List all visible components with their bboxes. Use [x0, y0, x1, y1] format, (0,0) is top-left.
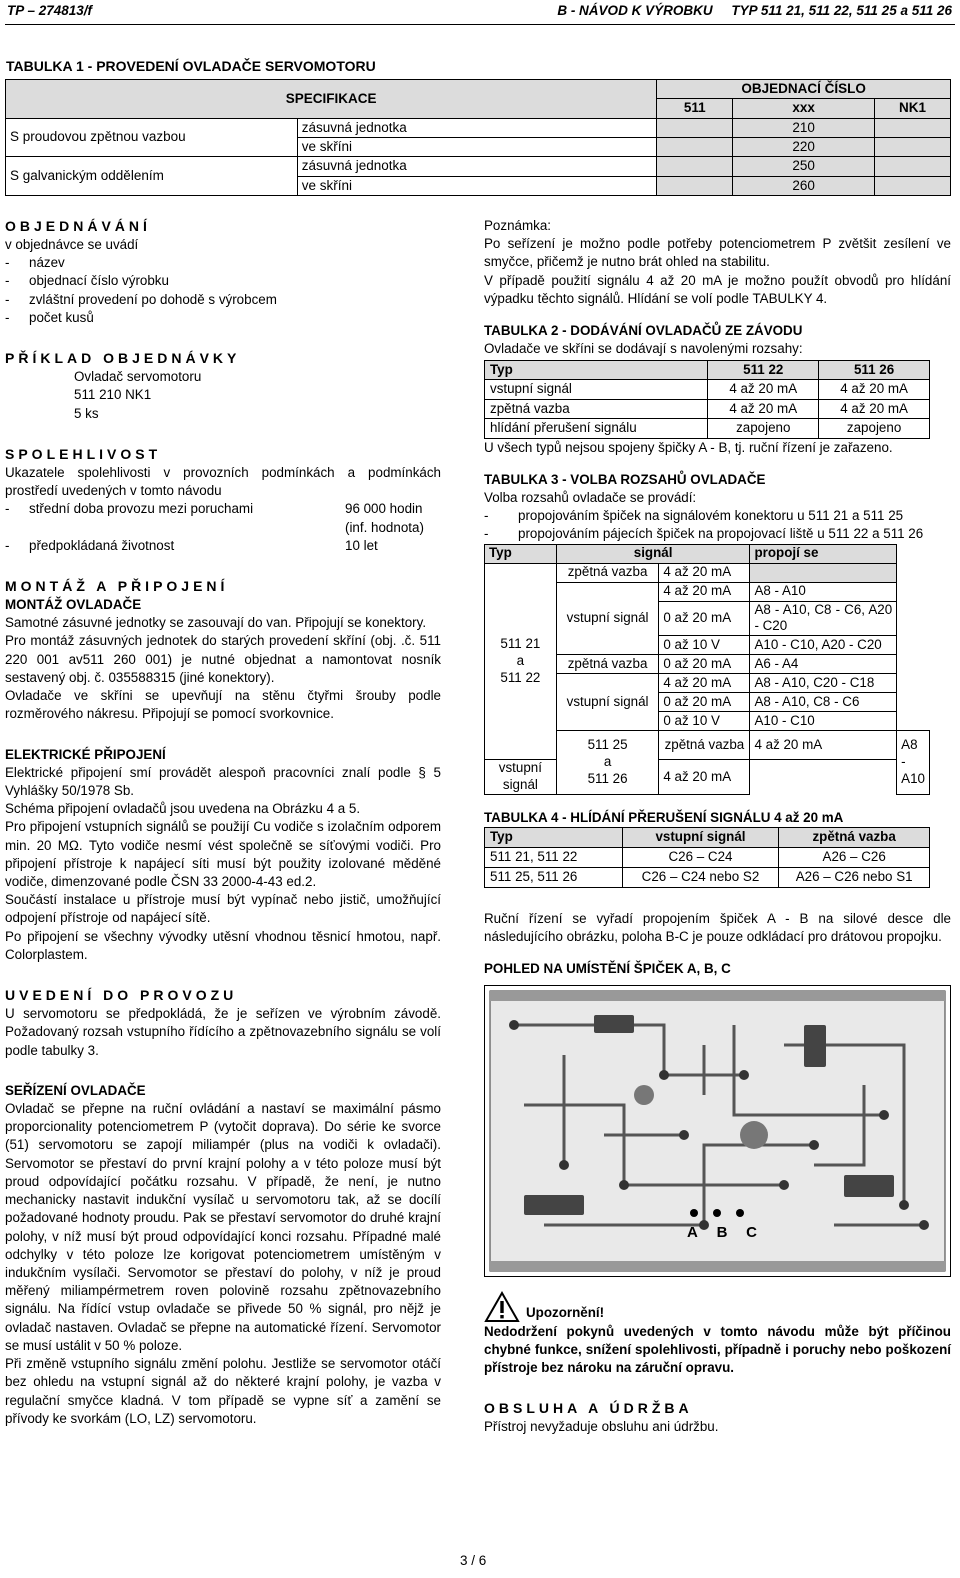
life-row: - předpokládaná životnost 10 let	[5, 537, 378, 553]
doc-number: TP – 274813/f	[7, 3, 93, 18]
warning-icon	[484, 1291, 520, 1323]
left-column	[5, 217, 441, 1428]
paragraph: Ovladač se přepne na ruční ovládání a nastaví se maximální pásmo proporcionality potenciometrem P (vytočit doprava). Do série ke svorce (51) servomotoru se zapojí miliampér (plus na vodiči k ovladači). Servomotor se přestaví do první krajní polohy a v této poloze musí být proud odpovídající počátku rozsahu. V případě, že není, je nutno mechanicky nastavit indukční vysílač u servomotoru tak, až se docílí požadované hodnoty proudu. Pak se přestaví servomotor do druhé krajní polohy, v níž musí být proud odpovídající konci rozsahu. Případné malé odchylky v této poloze lze korigovat potenciometrem umístěným v indukčním vysílači. Servomotor se přestaví do polohy, v níž je proud měřený miliampérmetrem roven polovině rozsahu zpětnovazebního signálu. Na řídící vstup ovladače se přivede 50 % signál, pro nějž je ovladač nastaven. Ovladač se přepne na automatické řízení. Servomotor se musí ustálit v 50 % poloze.	[5, 1101, 441, 1353]
paragraph: V případě použití signálu 4 až 20 mA je možno použít obvodů pro hlídání výpadku těchto signálů. Hlídání se volí podle TABULKY 4.	[484, 272, 951, 306]
table-header: Typ	[485, 827, 623, 847]
code: 250	[733, 157, 875, 176]
paragraph: Schéma připojení ovladačů jsou uvedena na Obrázku 4 a 5.	[5, 801, 361, 817]
group-label: S proudovou zpětnou vazbou	[6, 118, 298, 157]
signal-range: 0 až 20 mA	[659, 693, 750, 712]
table-row: hlídání přerušení signálu zapojeno zapojeno	[485, 419, 930, 439]
example-line: Ovladač servomotoru	[74, 369, 202, 385]
signal-type: zpětná vazba	[556, 563, 659, 582]
paragraph: U servomotoru se předpokládá, že je seřízen ve výrobním závodě. Požadovaný rozsah vstupního řídícího a zpětnovazebního signálu se volí podle tabulky 3.	[5, 1006, 441, 1058]
paragraph: Samotné zásuvné jednotky se zasouvají do van. Připojují se konektory.	[5, 615, 427, 631]
code: 220	[733, 138, 875, 157]
type-cell: 511 25 a 511 26	[556, 731, 659, 795]
jumper: A8 - A10	[897, 731, 930, 795]
table4-title: TABULKA 4 - HLÍDÁNÍ PŘERUŠENÍ SIGNÁLU 4 až 20 mA	[484, 809, 844, 825]
list-item: - počet kusů	[5, 309, 94, 325]
list-item: - propojováním pájecích špiček na propojovací liště u 511 22 a 511 26	[484, 526, 924, 542]
paragraph: Ruční řízení se vyřadí propojením špiček A - B na silové desce dle následujícího obrázku, poloha B-C je pouze odkládací pro drátovou propojku.	[484, 910, 951, 945]
mounting-title: MONTÁŽ A PŘIPOJENÍ	[5, 577, 229, 594]
paragraph: Po seřízení je možno podle potřeby potenciometrem P zvětšit zesílení ve smyčce, přičemž je nutno brát ohled na stabilitu.	[484, 236, 951, 270]
code-part: 511	[657, 99, 733, 118]
mtbf-row: - střední doba provozu mezi poruchami 96 000 hodin	[5, 501, 423, 517]
page-number: 3 / 6	[460, 1553, 487, 1568]
code-blank	[875, 138, 951, 157]
table-header: Typ	[485, 360, 708, 380]
right-column	[484, 217, 951, 1436]
paragraph: Při změně vstupního signálu změní polohu. Jestliže se servomotor otáčí bez ohledu na vstupní signál až do některé krajní polohy, je vazba v regulační smyčce kladná. V tom případě se vypne síť a zamění se přívody ke svorkám (LO, LZ) servomotoru.	[5, 1356, 441, 1426]
table3	[484, 544, 930, 795]
reliability-text: Ukazatele spolehlivosti v provozních podmínkách a podmínkách prostředí uvedených v tomto návodu	[5, 464, 441, 499]
jumper: A8 - A10	[750, 582, 897, 601]
header-rule	[5, 24, 955, 25]
commissioning-title: UVEDENÍ DO PROVOZU	[5, 987, 238, 1004]
table1-title: TABULKA 1 - PROVEDENÍ OVLADAČE SERVOMOTORU	[6, 58, 376, 74]
code-blank	[875, 176, 951, 195]
table-row: 511 25, 511 26 C26 – C24 nebo S2 A26 – C26 nebo S1	[485, 867, 930, 887]
table1	[5, 79, 951, 196]
type-cell: 511 21 a 511 22	[485, 563, 557, 760]
signal-range: 4 až 20 mA	[659, 760, 750, 795]
table2-sub: Ovladače ve skříni se dodávají s navolenými rozsahy:	[484, 341, 803, 357]
note-title: Poznámka:	[484, 218, 551, 233]
jumper: A8 - A10, C8 - C6	[750, 693, 897, 712]
table-header: 511 26	[819, 360, 930, 380]
variant: zásuvná jednotka	[297, 157, 657, 176]
list-item: - propojováním špiček na signálovém konektoru u 511 21 a 511 25	[484, 508, 904, 524]
jumper: A10 - C10	[750, 712, 897, 731]
example-line: 5 ks	[74, 405, 99, 421]
code: 260	[733, 176, 875, 195]
table-row: zpětná vazba 4 až 20 mA 4 až 20 mA	[485, 399, 930, 419]
jumper: A6 - A4	[750, 655, 897, 674]
pcb-photo	[484, 985, 951, 1277]
table-header: propojí se	[750, 544, 897, 563]
jumper: A10 - C10, A20 - C20	[750, 636, 897, 655]
signal-type: vstupní signál	[556, 674, 659, 731]
warning-title: Upozornění!	[526, 1305, 605, 1321]
table3-sub: Volba rozsahů ovladače se provádí:	[484, 489, 697, 505]
warning-heading	[484, 1291, 951, 1323]
signal-range: 4 až 20 mA	[659, 582, 750, 601]
paragraph: Ovladače ve skříni se upevňují na stěnu čtyřmi šrouby podle rozměrového nákresu. Připojují se pomocí svorkovnice.	[5, 688, 441, 722]
table4	[484, 827, 930, 888]
code-part: xxx	[733, 99, 875, 118]
jumper: A8 - A10, C20 - C18	[750, 674, 897, 693]
example-line: 511 210 NK1	[74, 387, 152, 403]
signal-type: zpětná vazba	[659, 731, 750, 760]
list-item: - název	[5, 255, 65, 271]
reliability-title: SPOLEHLIVOST	[5, 445, 162, 462]
doc-title: B - NÁVOD K VÝROBKU TYP 511 21, 511 22, 511 25 a 511 26	[557, 3, 952, 18]
order-header: OBJEDNACÍ ČÍSLO	[657, 80, 951, 99]
pin-labels: A B C	[687, 1223, 757, 1241]
list-item: - zvláštní provedení po dohodě s výrobcem	[5, 291, 277, 307]
signal-range: 0 až 20 mA	[659, 655, 750, 674]
code-blank	[657, 118, 733, 137]
table-header: signál	[556, 544, 750, 563]
variant: zásuvná jednotka	[297, 118, 657, 137]
paragraph: Součástí instalace u přístroje musí být vypínač nebo jistič, umožňující odpojení přístroje od napájecí sítě.	[5, 892, 441, 926]
ordering-title: OBJEDNÁVÁNÍ	[5, 218, 151, 234]
service-text: Přístroj nevyžaduje obsluhu ani údržbu.	[484, 1419, 719, 1435]
code-blank	[657, 157, 733, 176]
table-header: vstupní signál	[622, 827, 779, 847]
warning-text: Nedodržení pokynů uvedených v tomto návodu může být příčinou chybné funkce, snížení spolehlivosti, případně i poruchy nebo poškození přístroje bez nároku na záruční opravu.	[484, 1323, 951, 1375]
spec-header: SPECIFIKACE	[6, 80, 657, 119]
electrical-title: ELEKTRICKÉ PŘIPOJENÍ	[5, 746, 166, 762]
adjust-title: SEŘÍZENÍ OVLADAČE	[5, 1082, 146, 1098]
paragraph: Elektrické připojení smí provádět alespoň pracovníci znalí podle § 5 Vyhlášky 50/1978 Sb.	[5, 764, 441, 798]
paragraph: Po připojení se všechny vývodky utěsní vhodnou těsnicí hmotou, např. Colorplastem.	[5, 928, 441, 962]
paragraph: U všech typů nejsou spojeny špičky A - B, tj. ruční řízení je zařazeno.	[484, 439, 893, 455]
code-blank	[875, 157, 951, 176]
table-row: vstupní signál 4 až 20 mA 4 až 20 mA	[485, 380, 930, 400]
table2-title: TABULKA 2 - DODÁVÁNÍ OVLADAČŮ ZE ZÁVODU	[484, 323, 803, 339]
page-header	[7, 2, 952, 22]
table-header: zpětná vazba	[779, 827, 930, 847]
mtbf-note: (inf. hodnota)	[345, 519, 424, 535]
code-blank	[875, 118, 951, 137]
code-part: NK1	[875, 99, 951, 118]
signal-type: vstupní signál	[485, 760, 557, 795]
variant: ve skříni	[297, 138, 657, 157]
group-label: S galvanickým oddělením	[6, 157, 298, 196]
table-row: 511 21, 511 22 C26 – C24 A26 – C26	[485, 847, 930, 867]
signal-range: 0 až 20 mA	[659, 601, 750, 636]
signal-range: 4 až 20 mA	[659, 563, 750, 582]
signal-range: 4 až 20 mA	[750, 731, 897, 760]
code-blank	[657, 176, 733, 195]
signal-range: 0 až 10 V	[659, 636, 750, 655]
paragraph: Pro připojení vstupních signálů se použijí Cu vodiče s izolačním odporem min. 20 MΩ. Tyto vodiče nesmí vést společně se síťovými vodiči. Pro připojení přístroje k napájecí síti musí být použity izolované měděné vodiče, dimenzované podle ČSN 33 2000-4-43 ed.2.	[5, 819, 441, 890]
paragraph: Pro montáž zásuvných jednotek do starých provedení skříní (obj. .č. 511 220 001 av511 260 001) je nutné objednat a namontovat nosník sestavený obj. č. 035588315 (jiné konektory).	[5, 633, 441, 685]
code: 210	[733, 118, 875, 137]
code-blank	[657, 138, 733, 157]
variant: ve skříni	[297, 176, 657, 195]
table-header: 511 22	[708, 360, 819, 380]
table-header: Typ	[485, 544, 557, 563]
signal-range: 4 až 20 mA	[659, 674, 750, 693]
jumper: A8 - A10, C8 - C6, A20 - C20	[750, 601, 897, 636]
ordering-intro: v objednávce se uvádí	[5, 237, 139, 253]
signal-range: 0 až 10 V	[659, 712, 750, 731]
signal-type: vstupní signál	[556, 582, 659, 655]
table3-title: TABULKA 3 - VOLBA ROZSAHŮ OVLADAČE	[484, 471, 766, 487]
signal-type: zpětná vazba	[556, 655, 659, 674]
table2	[484, 360, 930, 439]
blank-cell	[750, 563, 897, 582]
list-item: - objednací číslo výrobku	[5, 273, 169, 289]
example-title: PŘÍKLAD OBJEDNÁVKY	[5, 350, 241, 367]
mounting-sub: MONTÁŽ OVLADAČE	[5, 596, 142, 612]
figure-title: POHLED NA UMÍSTĚNÍ ŠPIČEK A, B, C	[484, 961, 731, 977]
service-title: OBSLUHA A ÚDRŽBA	[484, 1400, 693, 1417]
